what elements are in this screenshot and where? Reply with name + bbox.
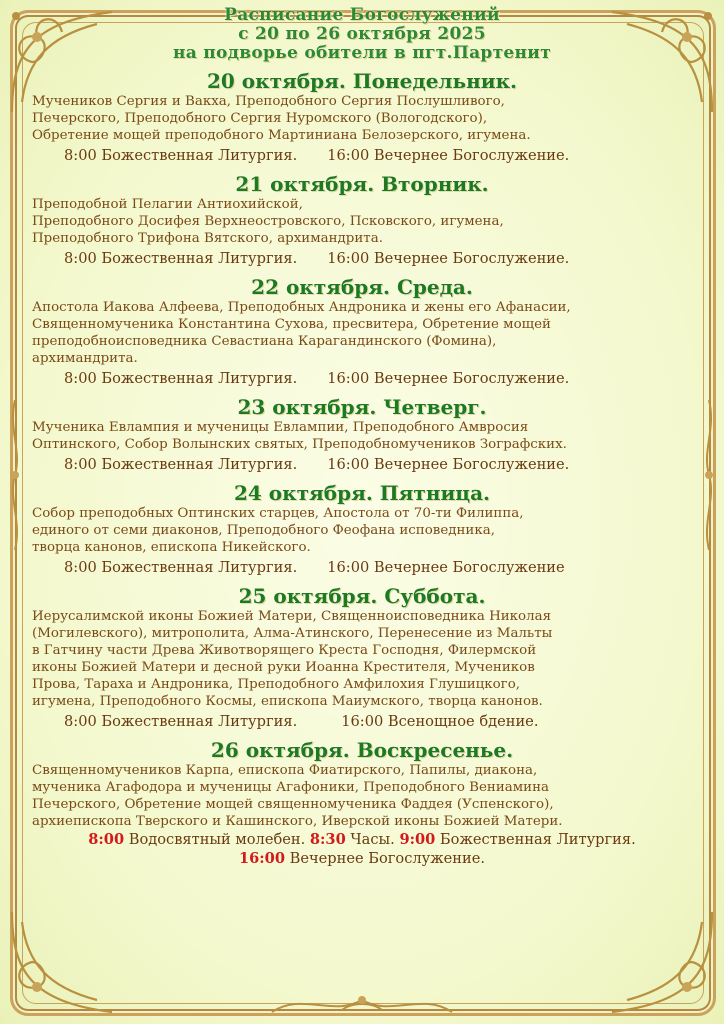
day-title: 20 октября. Понедельник. bbox=[207, 69, 517, 93]
saints-line: (Могилевского), митрополита, Алма-Атинского, Перенесение из Мальты bbox=[32, 626, 553, 641]
schedule-content bbox=[30, 6, 694, 868]
morning-service: 8:00 Божественная Литургия. bbox=[64, 147, 298, 164]
evening-service: 16:00 Вечернее Богослужение. bbox=[327, 456, 570, 473]
saints-line: архимандрита. bbox=[32, 351, 138, 366]
saints-line: Оптинского, Собор Волынских святых, Преподобномучеников Зографских. bbox=[32, 437, 567, 452]
services-line bbox=[64, 146, 694, 166]
day-block bbox=[30, 738, 694, 868]
evening-service: 16:00 Вечернее Богослужение. bbox=[327, 370, 570, 387]
saints-line: архиепископа Тверского и Кашинского, Иверской иконы Божией Матери. bbox=[32, 814, 563, 829]
saints-line: Преподобного Трифона Вятского, архимандрита. bbox=[32, 231, 383, 246]
header-title: Расписание Богослужений bbox=[224, 5, 500, 25]
header-location: на подворье обители в пгт.Партенит bbox=[172, 43, 552, 63]
service-name: Божественная Литургия. bbox=[435, 831, 636, 848]
morning-service: 8:00 Божественная Литургия. bbox=[64, 713, 298, 730]
saints-line: Священномучеников Карпа, епископа Фиатирского, Папилы, диакона, bbox=[32, 763, 538, 778]
evening-service: 16:00 Вечернее Богослужение bbox=[327, 559, 565, 576]
morning-service: 8:00 Божественная Литургия. bbox=[64, 250, 298, 267]
sunday-evening-line bbox=[30, 849, 694, 868]
saints-line: Печерского, Преподобного Сергия Нуромского (Вологодского), bbox=[32, 111, 488, 126]
day-block bbox=[30, 275, 694, 389]
services-line bbox=[64, 558, 694, 578]
service-time: 8:00 bbox=[88, 831, 125, 848]
services-line bbox=[64, 369, 694, 389]
services-line bbox=[64, 249, 694, 269]
services-line bbox=[64, 712, 694, 732]
saints-line: в Гатчину части Древа Животворящего Креста Господня, Филермской bbox=[32, 643, 537, 658]
services-line bbox=[64, 455, 694, 475]
side-ornament-icon bbox=[6, 400, 24, 550]
day-block bbox=[30, 69, 694, 166]
day-title: 24 октября. Пятница. bbox=[234, 481, 490, 505]
saints-line: Апостола Иакова Алфеева, Преподобных Андроника и жены его Афанасии, bbox=[32, 300, 571, 315]
service-name: Часы. bbox=[345, 831, 400, 848]
evening-service: 16:00 Вечернее Богослужение. bbox=[327, 250, 570, 267]
saints-line: Преподобного Досифея Верхнеостровского, Псковского, игумена, bbox=[32, 214, 504, 229]
service-time: 9:00 bbox=[399, 831, 436, 848]
service-name: Водосвятный молебен. bbox=[124, 831, 310, 848]
saints-line: Прова, Тараха и Андроника, Преподобного Амфилохия Глушицкого, bbox=[32, 677, 521, 692]
morning-service: 8:00 Божественная Литургия. bbox=[64, 370, 298, 387]
saints-line: творца канонов, епископа Никейского. bbox=[32, 540, 311, 555]
saints-line: преподобноисповедника Севастиана Карагандинского (Фомина), bbox=[32, 334, 497, 349]
bottom-ornament-icon bbox=[262, 982, 462, 1022]
saints-line: Собор преподобных Оптинских старцев, Апостола от 70-ти Филиппа, bbox=[32, 506, 524, 521]
saints-line: Мучеников Сергия и Вакха, Преподобного Сергия Послушливого, bbox=[32, 94, 505, 109]
day-block bbox=[30, 172, 694, 269]
day-block bbox=[30, 395, 694, 475]
evening-service: 16:00 Вечернее Богослужение. bbox=[327, 147, 570, 164]
service-name: Вечернее Богослужение. bbox=[284, 850, 486, 867]
day-title: 23 октября. Четверг. bbox=[237, 395, 487, 419]
morning-service: 8:00 Божественная Литургия. bbox=[64, 559, 298, 576]
saints-line: Печерского, Обретение мощей священномученика Фаддея (Успенского), bbox=[32, 797, 554, 812]
saints-line: Священномученика Константина Сухова, пресвитера, Обретение мощей bbox=[32, 317, 551, 332]
saints-line: игумена, Преподобного Космы, епископа Маиумского, творца канонов. bbox=[32, 694, 543, 709]
saints-line: Мученика Евлампия и мученицы Евлампии, Преподобного Амвросия bbox=[32, 420, 529, 435]
day-block bbox=[30, 584, 694, 732]
schedule-header bbox=[30, 6, 694, 63]
service-time: 8:30 bbox=[309, 831, 346, 848]
sunday-services-line bbox=[30, 830, 694, 849]
header-dates: с 20 по 26 октября 2025 bbox=[238, 24, 486, 44]
morning-service: 8:00 Божественная Литургия. bbox=[64, 456, 298, 473]
evening-service: 16:00 Всенощное бдение. bbox=[341, 713, 539, 730]
day-title: 25 октября. Суббота. bbox=[238, 584, 486, 608]
day-block bbox=[30, 481, 694, 578]
day-title: 22 октября. Среда. bbox=[251, 275, 473, 299]
corner-ornament-icon bbox=[2, 902, 122, 1022]
saints-line: Иерусалимской иконы Божией Матери, Священноисповедника Николая bbox=[32, 609, 552, 624]
side-ornament-icon bbox=[700, 400, 718, 550]
day-title: 21 октября. Вторник. bbox=[235, 172, 489, 196]
corner-ornament-icon bbox=[602, 902, 722, 1022]
saints-line: иконы Божией Матери и десной руки Иоанна Крестителя, Мучеников bbox=[32, 660, 535, 675]
saints-line: Преподобной Пелагии Антиохийской, bbox=[32, 197, 303, 212]
saints-line: мученика Агафодора и мученицы Агафоники, Преподобного Вениамина bbox=[32, 780, 549, 795]
service-time: 16:00 bbox=[238, 850, 285, 867]
saints-line: единого от семи диаконов, Преподобного Феофана исповедника, bbox=[32, 523, 495, 538]
saints-line: Обретение мощей преподобного Мартиниана Белозерского, игумена. bbox=[32, 128, 531, 143]
day-title: 26 октября. Воскресенье. bbox=[210, 738, 514, 762]
